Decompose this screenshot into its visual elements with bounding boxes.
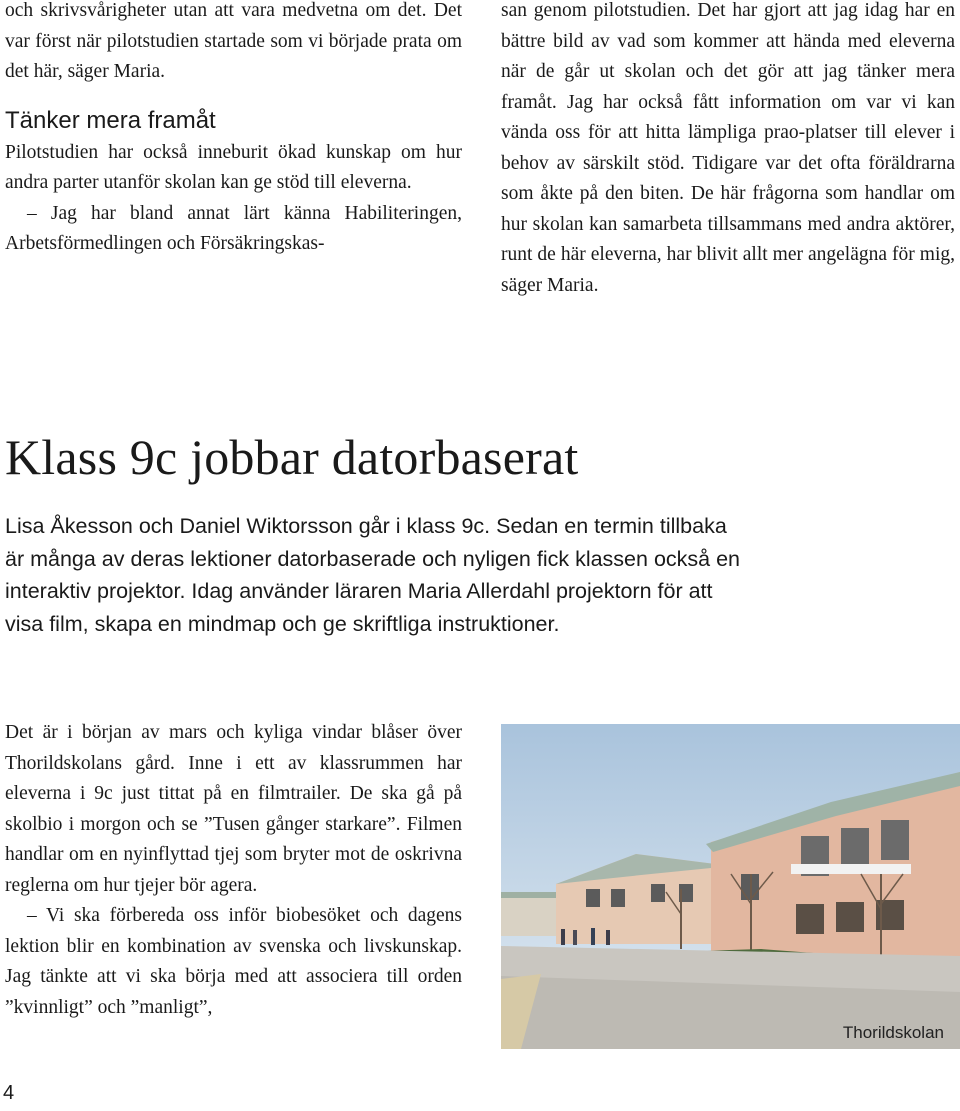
subheading: Tänker mera framåt xyxy=(5,106,216,134)
body-paragraph-quote: – Jag har bland annat lärt känna Habiliteringen, Arbetsförmedlingen och Försäkringskas- xyxy=(5,202,462,254)
photo-caption: Thorildskolan xyxy=(842,1023,944,1042)
article-headline: Klass 9c jobbar datorbaserat xyxy=(5,429,579,485)
right-column-top xyxy=(501,0,955,301)
body-paragraph-quote: – Vi ska förbereda oss inför biobesöket och dagens lektion blir en kombination av svenska och livskunskap. Jag tänkte att vi ska börja med att associera till orden ”kvinnligt” och ”manligt”, xyxy=(5,905,462,1018)
article-ingress: Lisa Åkesson och Daniel Wiktorsson går i klass 9c. Sedan en termin tillbaka är många av deras lektioner datorbaserade och nyligen fick klassen också en interaktiv projektor. Idag använder läraren Maria Allerdahl projektorn för att visa film, skapa en mindmap och ge skriftliga instruktioner. xyxy=(5,514,740,636)
body-paragraph: san genom pilotstudien. Det har gjort att jag idag har en bättre bild av vad som kommer att hända med eleverna när de går ut skolan och det gör att jag tänker mera framåt. Jag har också fått information om var vi kan vända oss för att hitta lämpliga prao-platser till elever i behov av särskilt stöd. Tidigare var det ofta föräldrarna som åkte på den biten. De här frågorna som handlar om hur skolan kan samarbeta tillsammans med andra aktörer, runt de här eleverna, har blivit allt mer angelägna för mig, säger Maria. xyxy=(501,0,955,296)
school-building-illustration xyxy=(501,724,960,1049)
body-paragraph: och skrivsvårigheter utan att vara medvetna om det. Det var först när pilotstudien startade som vi började prata om det här, säger Maria. xyxy=(5,0,462,82)
left-column-bottom xyxy=(5,718,462,1023)
left-column-top xyxy=(5,0,462,260)
body-paragraph: Det är i början av mars och kyliga vindar blåser över Thorildskolans gård. Inne i ett av klassrummen har eleverna i 9c just tittat på en filmtrailer. De ska gå på skolbio i morgon och se ”Tusen gånger starkare”. Filmen handlar om en nyinflyttad tjej som bryter mot de oskrivna reglerna om hur tjejer bör agera. xyxy=(5,722,462,896)
page-number: 4 xyxy=(3,1082,15,1104)
school-photo xyxy=(501,724,960,1049)
body-paragraph: Pilotstudien har också inneburit ökad kunskap om hur andra parter utanför skolan kan ge stöd till eleverna. xyxy=(5,141,462,193)
